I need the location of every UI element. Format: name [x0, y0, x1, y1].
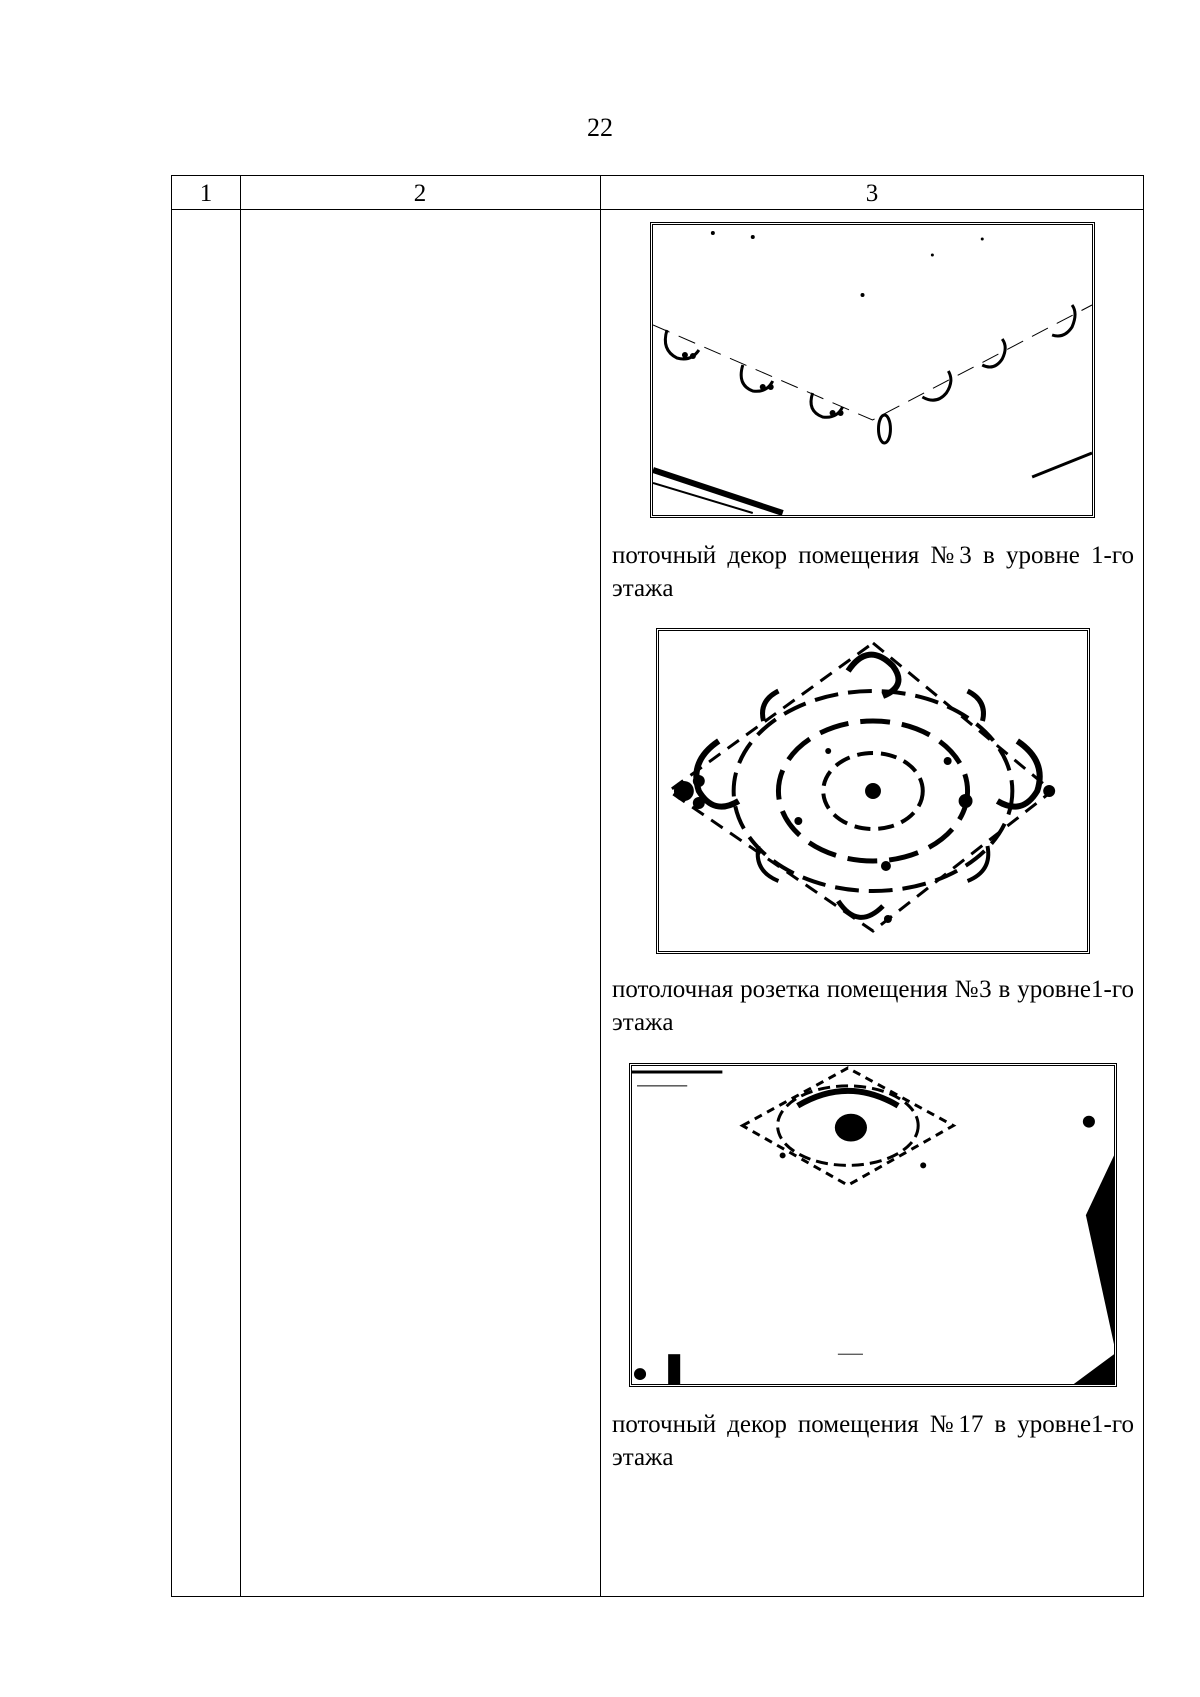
column-header-3: 3 [865, 180, 879, 207]
column-divider [240, 176, 241, 1596]
ceiling-rosette-photo [656, 628, 1090, 954]
column-header-1: 1 [199, 180, 213, 207]
page-number: 22 [587, 113, 613, 142]
column-divider [600, 176, 601, 1596]
column-header-2: 2 [413, 180, 427, 207]
document-table [171, 175, 1144, 1597]
photo-caption: потолочная розетка помещения №3 в уровне1-го этажа [612, 976, 1134, 1036]
ceiling-cornice-photo [650, 222, 1095, 518]
header-divider [172, 209, 1143, 210]
ceiling-decor-photo [629, 1063, 1117, 1387]
photo-caption: поточный декор помещения №3 в уровне 1-го этажа [612, 542, 1134, 602]
photo-caption: поточный декор помещения №17 в уровне1-го этажа [612, 1411, 1134, 1471]
